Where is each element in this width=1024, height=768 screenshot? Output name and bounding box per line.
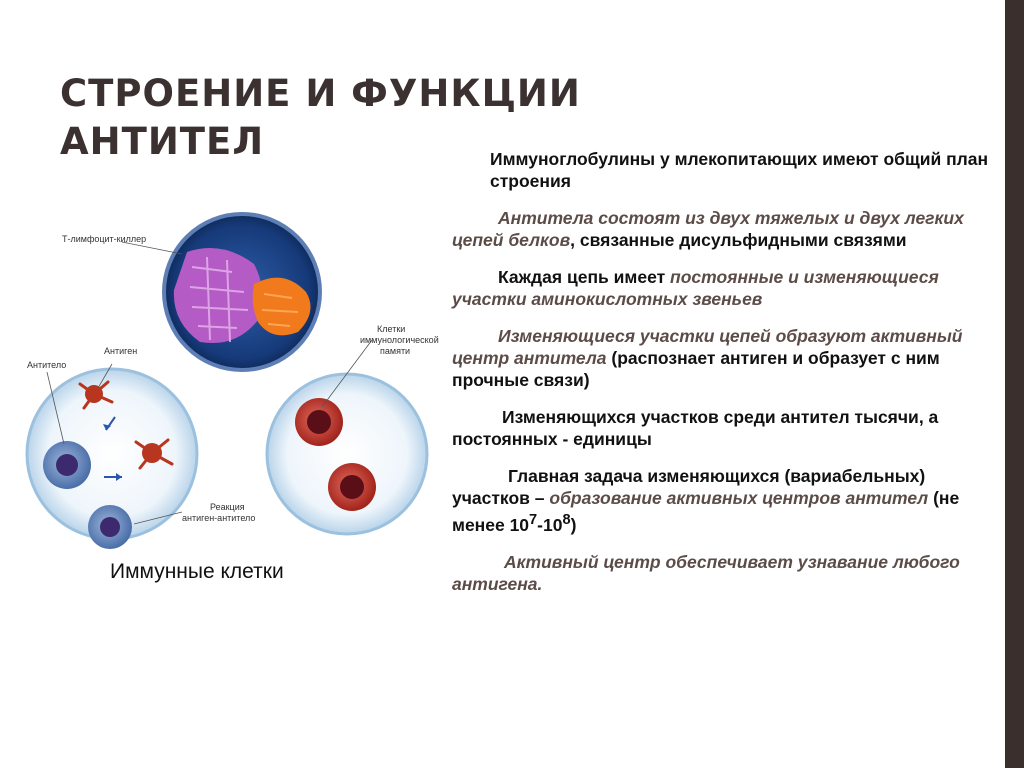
paragraph-4-text: (распознает антиген и образует с ним прочные связи) (452, 348, 940, 390)
label-memory-1: Клетки (377, 324, 406, 334)
immune-cells-illustration (22, 212, 452, 552)
paragraph-active-center (452, 325, 1000, 391)
paragraph-6-text-3: -10 (537, 514, 563, 535)
label-antibody: Антитело (27, 360, 67, 370)
paragraph-6-italic: образование активных центров антител (549, 488, 929, 508)
figure-caption: Иммунные клетки (110, 560, 284, 583)
slide-side-bar (1005, 0, 1024, 768)
label-memory-2: иммунологической (360, 335, 439, 345)
slide-title-line-2: АНТИТЕЛ (60, 120, 265, 163)
paragraph-1-text: Иммуноглобулины у млекопитающих имеют общий план строения (490, 149, 989, 191)
label-antigen: Антиген (104, 346, 138, 356)
label-reaction-1: Реакция (210, 502, 245, 512)
paragraph-5-text: Изменяющихся участков среди антител тысячи, а постоянных - единицы (452, 407, 939, 449)
paragraph-main-task (452, 465, 1000, 536)
paragraph-region-counts (452, 406, 1000, 450)
paragraph-2-text: , связанные дисульфидными связями (570, 230, 907, 250)
paragraph-3-italic: постоянные и изменяющиеся участки аминокислотных звеньев (452, 267, 939, 309)
memory-cells-circle (267, 374, 427, 534)
paragraph-6-sup-1: 7 (529, 512, 538, 528)
label-memory-3: памяти (380, 346, 411, 356)
paragraph-3-text: Каждая цепь имеет (498, 267, 671, 287)
paragraph-immunoglobulins (452, 148, 1000, 192)
label-t-killer: Т-лимфоцит-киллер (62, 234, 147, 244)
label-reaction-2: антиген-антитело (182, 513, 256, 523)
paragraph-7-italic: Активный центр обеспечивает узнавание любого антигена. (452, 551, 960, 594)
paragraph-6-text: Главная задача изменяющихся (вариабельных) участков – (452, 466, 926, 508)
t-killer-circle (164, 214, 320, 370)
text-content (452, 148, 1000, 610)
paragraph-6-text-4: ) (570, 514, 577, 535)
paragraph-6-text-2: (не менее 10 (452, 488, 960, 535)
paragraph-recognition (452, 551, 1000, 595)
slide-title-line-1: СТРОЕНИЕ И ФУНКЦИИ (60, 72, 581, 115)
paragraph-4-italic: Изменяющиеся участки цепей образуют активный центр антитела (452, 326, 963, 368)
paragraph-antibody-chains (452, 207, 1000, 251)
paragraph-6-sup-2: 8 (562, 512, 571, 528)
paragraph-chain-regions (452, 266, 1000, 310)
paragraph-2-italic: Антитела состоят из двух тяжелых и двух легких цепей белков (452, 208, 964, 250)
